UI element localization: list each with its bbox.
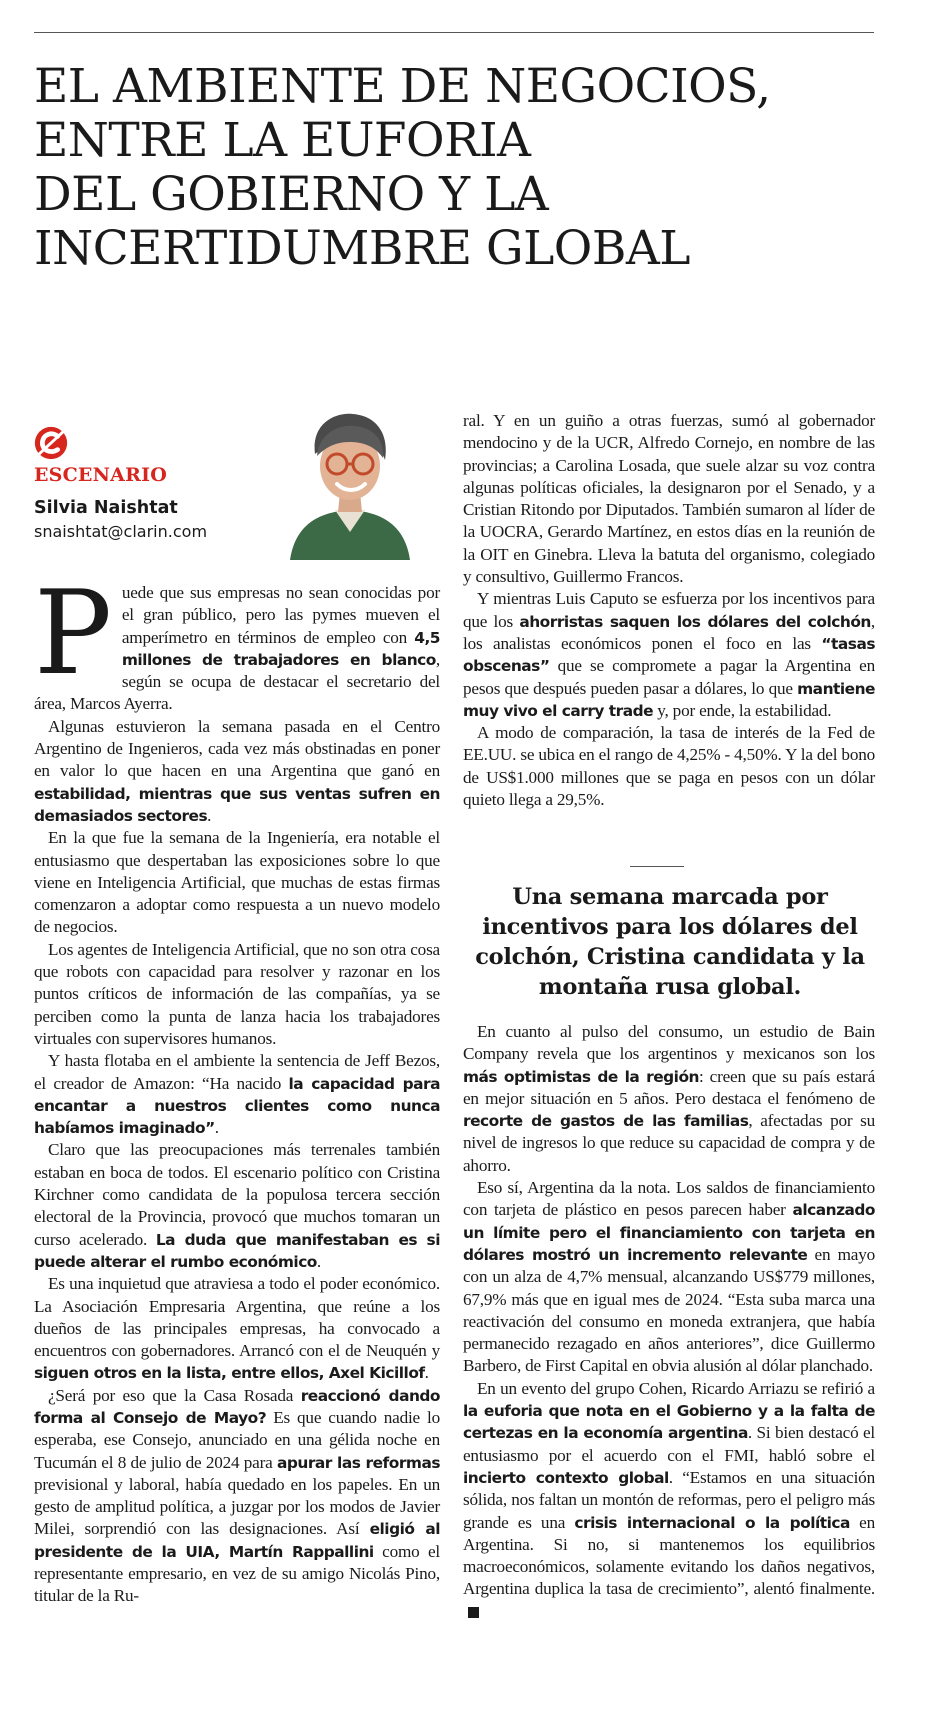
- article-column-left: [34, 566, 441, 1608]
- paragraph: [34, 1050, 440, 1139]
- text-run: En cuanto al pulso del consumo, un estudio de Bain Company revela que los argentinos y mexicanos son los: [463, 1022, 875, 1064]
- end-of-article-mark: [468, 1607, 479, 1618]
- text-run: en Argentina. Si no, si mantenemos los equilibrios macroeconómicos, solamente evitando los daños negativos, Argentina duplica la tasa de crecimiento”, alentó finalmente.: [463, 1512, 875, 1599]
- headline-line: ENTRE LA EUFORIA: [34, 113, 531, 168]
- text-run: y, por ende, la estabilidad.: [653, 700, 832, 720]
- paragraph: [463, 588, 875, 722]
- text-run: Los agentes de Inteligencia Artificial, que no son otra cosa que robots con capacidad para resolver y razonar en los puntos críticos de información de las compañías, ya se perciben como la punta de lanza hacia los trabajadores virtuales con supervisores humanos.: [34, 939, 440, 1048]
- text-run-bold: ahorristas saquen los dólares del colchón: [519, 612, 871, 631]
- paragraph: [34, 827, 440, 938]
- top-rule: [34, 32, 874, 33]
- text-run: En un evento del grupo Cohen, Ricardo Arriazu se refirió a: [477, 1378, 875, 1398]
- paragraph: [34, 566, 440, 716]
- text-run: A modo de comparación, la tasa de interés de la Fed de EE.UU. se ubica en el rango de 4,25% - 4,50%. Y la del bono de US$1.000 millones que se paga en pesos con un dólar quieto llega a 29,5%.: [463, 723, 875, 810]
- text-run: uede que sus empresas no sean conocidas por el gran público, pero las pymes mueven el amperímetro en términos de empleo con: [121, 583, 440, 647]
- clarin-logo-icon: [32, 424, 70, 462]
- paragraph: [463, 1177, 875, 1378]
- text-run-bold: La duda que manifestaban es si puede alterar el rumbo económico: [34, 1230, 440, 1271]
- headline-line: EL AMBIENTE DE NEGOCIOS,: [34, 59, 771, 114]
- text-run: ral. Y en un guiño a otras fuerzas, sumó al gobernador mendocino y de la UCR, Alfredo Cornejo, en nombre de las provincias; a Carolina Losada, que suele alzar su voz contra algunas políticas oficiales, la designaron por el Senado, y a Cristian Ritondo por Diputados. También sumaron al líder de la UOCRA, Gerardo Martínez, en estos días en la reunión de la OIT en Ginebra. Lleva la batuta del organismo, colegiado y consultivo, Guillermo Francos.: [463, 411, 875, 587]
- drop-cap: P: [34, 566, 112, 701]
- text-run-bold: incierto contexto global: [463, 1468, 669, 1487]
- text-run: En la que fue la semana de la Ingeniería, era notable el entusiasmo que despertaban las exposiciones sobre lo que viene en Inteligencia Artificial, que muchas de estas firmas comenzaron a adoptar como respuesta a un nuevo modelo de negocios.: [34, 828, 440, 937]
- author-photo: [285, 408, 415, 560]
- text-run-bold: 4,5 millones de trabajadores en blanco: [121, 628, 440, 669]
- paragraph: [463, 722, 875, 811]
- paragraph: [34, 1139, 440, 1273]
- text-run: , los analistas económicos ponen el foco en las: [463, 611, 875, 653]
- text-run: ¿Será por eso que la Casa Rosada: [48, 1385, 301, 1405]
- paragraph: [463, 1021, 875, 1177]
- text-run: .: [214, 1118, 219, 1138]
- text-run: .: [207, 805, 212, 825]
- text-run-bold: estabilidad, mientras que sus ventas sufren en demasiados sectores: [34, 784, 440, 825]
- text-run: Es que cuando nadie lo esperaba, ese Consejo, anunciado en una gélida noche en Tucumán el 8 de julio de 2024 para: [34, 1407, 440, 1472]
- article-column-right-bottom: [463, 1021, 875, 1623]
- headline-line: INCERTIDUMBRE GLOBAL: [34, 221, 691, 276]
- paragraph: [463, 1378, 875, 1623]
- paragraph: [34, 1273, 440, 1384]
- text-run: Algunas estuvieron la semana pasada en el Centro Argentino de Ingenieros, cada vez más obstinadas en poner en valor lo que hacen en una Argentina que ganó en: [34, 716, 440, 781]
- text-run-bold: apurar las reformas: [276, 1453, 440, 1472]
- text-run: .: [424, 1363, 429, 1383]
- headline: [34, 60, 894, 276]
- text-run: Claro que las preocupaciones más terrenales también estaban en boca de todos. El escenario político con Cristina Kirchner como candidata de la populosa tercera sección electoral de la Provincia, provocó que muchos tomaran un curso acelerado.: [34, 1140, 440, 1249]
- text-run: Y hasta flotaba en el ambiente la sentencia de Jeff Bezos, el creador de Amazon: “Ha nacido: [34, 1051, 440, 1093]
- text-run: Eso sí, Argentina da la nota. Los saldos de financiamiento con tarjeta de plástico en pesos parecen haber: [463, 1178, 875, 1220]
- text-run-bold: eligió al presidente de la UIA, Martín Rappallini: [34, 1520, 441, 1561]
- text-run: Y mientras Luis Caputo se esfuerza por los incentivos para que los: [463, 589, 875, 631]
- paragraph: [34, 716, 440, 827]
- author-name: Silvia Naishtat: [34, 498, 178, 518]
- text-run: como el representante empresario, en vez de su amigo Nicolás Pino, titular de la Ru-: [34, 1541, 440, 1606]
- text-run-bold: “tasas obscenas”: [463, 634, 875, 676]
- paragraph: [34, 939, 440, 1050]
- text-run-bold: la capacidad para encantar a nuestros clientes como nunca habíamos imaginado”: [34, 1074, 440, 1138]
- text-run-bold: alcanzado un límite pero el financiamiento con tarjeta en dólares mostró un incremento relevante: [463, 1201, 875, 1264]
- pullquote-rule: [630, 866, 684, 867]
- pullquote: Una semana marcada por incentivos para los dólares del colchón, Cristina candidata y la montaña rusa global.: [475, 884, 865, 1000]
- text-run: previsional y laboral, había quedado en los papeles. En un gesto de amplitud política, a juzgar por los modos de Javier Milei, sorprendió con las designaciones. Así: [34, 1474, 440, 1539]
- text-run: en mayo con un alza de 4,7% mensual, alcanzando US$779 millones, 67,9% más que en igual mes de 2024. “Esta suba marca una reactivación del consumo en moneda extranjera, que había permanecido rezagado en años anteriores”, dice Guillermo Barbero, de First Capital en obvia alusión al dólar planchado.: [463, 1244, 875, 1376]
- paragraph: [463, 410, 875, 588]
- text-run: , afectadas por su nivel de ingresos lo que reduce su capacidad de compra y de ahorro.: [463, 1111, 875, 1175]
- text-run-bold: crisis internacional o la política: [574, 1513, 850, 1532]
- text-run-bold: reaccionó dando forma al Consejo de Mayo?: [34, 1386, 440, 1427]
- text-run: , según se ocupa de destacar el secretario del área, Marcos Ayerra.: [34, 649, 440, 714]
- paragraph: [34, 1385, 440, 1608]
- text-run-bold: más optimistas de la región: [463, 1067, 699, 1086]
- text-run: : creen que su país estará en mejor situación en 5 años. Pero destaca el fenómeno de: [463, 1066, 875, 1108]
- text-run-bold: mantiene muy vivo el carry trade: [463, 679, 875, 720]
- text-run-bold: recorte de gastos de las familias: [463, 1112, 749, 1131]
- text-run: . “Estamos en una situación sólida, nos faltan un montón de reformas, pero el peligro más grande es una: [463, 1467, 875, 1532]
- text-run: . Si bien destacó el entusiasmo por el acuerdo con el FMI, habló sobre el: [463, 1423, 875, 1465]
- author-email[interactable]: snaishtat@clarin.com: [34, 522, 208, 541]
- text-run: Es una inquietud que atraviesa a todo el poder económico. La Asociación Empresaria Argentina, que reúne a los dueños de las principales empresas, ha convocado a encuentros con gobernadores. Arrancó con el de Neuquén y: [34, 1274, 440, 1361]
- text-run: que se compromete a pagar la Argentina en pesos que después pueden pasar a dólares, lo que: [463, 656, 875, 698]
- headline-line: DEL GOBIERNO Y LA: [34, 167, 549, 222]
- text-run: .: [316, 1251, 321, 1271]
- text-run-bold: siguen otros en la lista, entre ellos, Axel Kicillof: [34, 1364, 425, 1383]
- section-label: ESCENARIO: [34, 464, 167, 486]
- text-run-bold: la euforia que nota en el Gobierno y a la falta de certezas en la economía argentina: [463, 1402, 875, 1443]
- article-column-right-top: [463, 410, 875, 811]
